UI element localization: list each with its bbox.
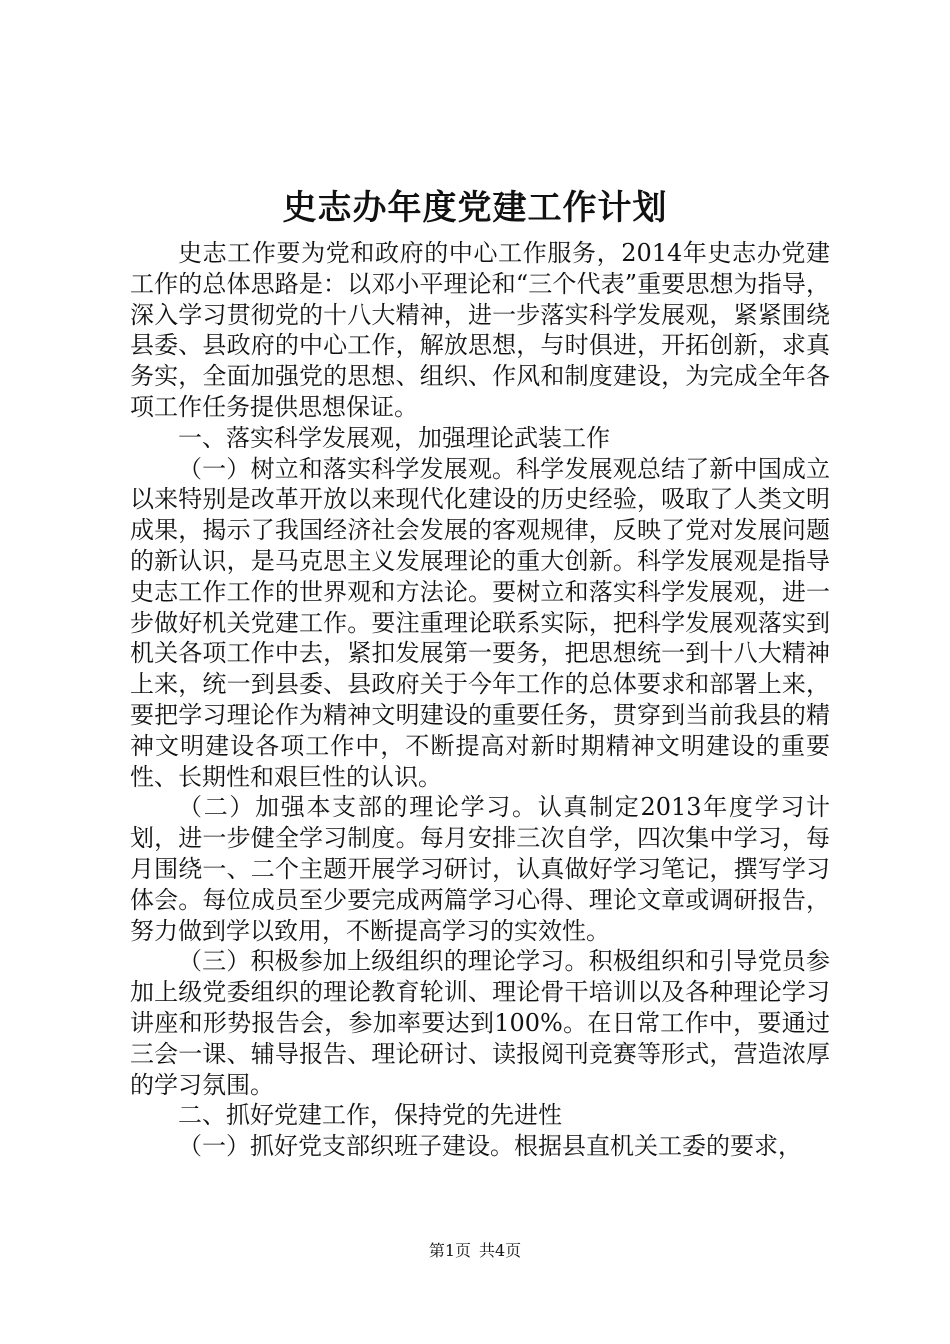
page-number: 第1页	[428, 1241, 471, 1260]
document-body	[130, 238, 830, 1162]
section-heading-2: 二、抓好党建工作，保持党的先进性	[178, 1101, 562, 1130]
document-title: 史志办年度党建工作计划	[282, 188, 668, 228]
subsection-1-1-paragraph: （一）树立和落实科学发展观。科学发展观总结了新中国成立以来特别是改革开放以来现代化建设的历史经验，吸取了人类文明成果，揭示了我国经济社会发展的客观规律，反映了党对发展问题的新认识，是马克思主义发展理论的重大创新。科学发展观是指导史志工作工作的世界观和方法论。要树立和落实科学发展观，进一步做好机关党建工作。要注重理论联系实际，把科学发展观落实到机关各项工作中去，紧扣发展第一要务，把思想统一到十八大精神上来，统一到县委、县政府关于今年工作的总体要求和部署上来，要把学习理论作为精神文明建设的重要任务，贯穿到当前我县的精神文明建设各项工作中，不断提高对新时期精神文明建设的重要性、长期性和艰巨性的认识。	[130, 454, 830, 791]
section-heading-1: 一、落实科学发展观，加强理论武装工作	[178, 423, 610, 452]
subsection-2-1-paragraph: （一）抓好党支部织班子建设。根据县直机关工委的要求，	[178, 1132, 802, 1161]
page-total: 共4页	[479, 1241, 522, 1260]
subsection-1-2-paragraph: （二）加强本支部的理论学习。认真制定2013年度学习计划，进一步健全学习制度。每月安排三次自学，四次集中学习，每月围绕一、二个主题开展学习研讨，认真做好学习笔记，撰写学习体会。每位成员至少要完成两篇学习心得、理论文章或调研报告，努力做到学以致用，不断提高学习的实效性。	[130, 793, 830, 945]
page-footer	[0, 1241, 950, 1261]
intro-paragraph: 史志工作要为党和政府的中心工作服务，2014年史志办党建工作的总体思路是：以邓小平理论和“三个代表”重要思想为指导，深入学习贯彻党的十八大精神，进一步落实科学发展观，紧紧围绕县委、县政府的中心工作，解放思想，与时俱进，开拓创新，求真务实，全面加强党的思想、组织、作风和制度建设，为完成全年各项工作任务提供思想保证。	[130, 239, 830, 421]
subsection-1-3-paragraph: （三）积极参加上级组织的理论学习。积极组织和引导党员参加上级党委组织的理论教育轮训、理论骨干培训以及各种理论学习讲座和形势报告会，参加率要达到100%。在日常工作中，要通过三会一课、辅导报告、理论研讨、读报阅刊竞赛等形式，营造浓厚的学习氛围。	[130, 947, 830, 1099]
